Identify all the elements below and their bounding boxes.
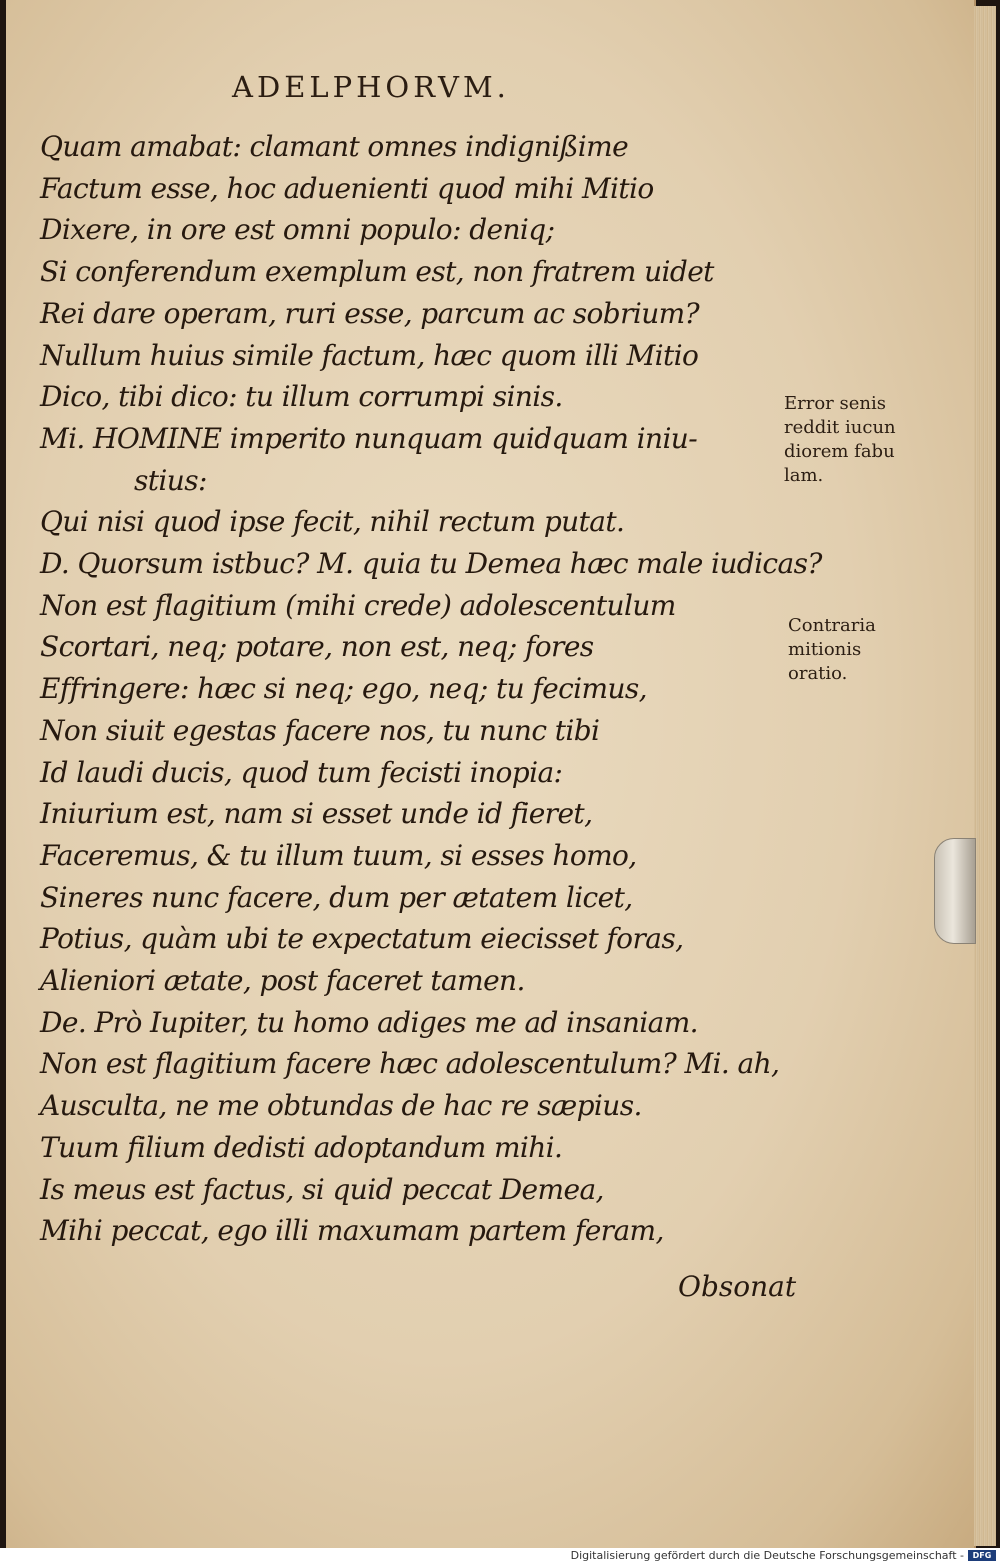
verse-line: Faceremus, & tu illum tuum, si esses homo, <box>40 838 637 872</box>
verse-line: Dixere, in ore est omni populo: deniq; <box>40 213 555 247</box>
running-head: ADELPHORVM. <box>232 70 510 104</box>
verse-line: Id laudi ducis, quod tum fecisti inopia: <box>40 755 563 789</box>
catchword: Obsonat <box>678 1270 797 1303</box>
dfg-logo: DFG <box>968 1550 996 1561</box>
page-edges <box>974 6 996 1546</box>
verse-line: Tuum filium dedisti adoptandum mihi. <box>40 1130 563 1164</box>
margin-note-line: reddit iucun <box>784 417 896 438</box>
digitization-footer <box>0 1548 1000 1564</box>
verse-line: De. Prò Iupiter, tu homo adiges me ad insaniam. <box>40 1005 698 1039</box>
verse-line: Effringere: hæc si neq; ego, neq; tu fecimus, <box>40 672 647 706</box>
margin-note <box>784 392 896 488</box>
verse-line: Mi. HOMINE imperito nunquam quidquam iniu- <box>40 421 698 455</box>
verse-line: Si conferendum exemplum est, non fratrem uidet <box>40 255 714 289</box>
verse-line: Alieniori ætate, post faceret tamen. <box>40 964 525 998</box>
verse-line: Ausculta, ne me obtundas de hac re sæpius. <box>40 1089 642 1123</box>
page-clip <box>934 838 976 944</box>
margin-note <box>788 614 876 686</box>
margin-note-line: lam. <box>784 465 824 486</box>
verse-line: Sineres nunc facere, dum per ætatem licet, <box>40 880 633 914</box>
verse-line: Qui nisi quod ipse fecit, nihil rectum putat. <box>40 505 625 539</box>
verse-line: Non est flagitium facere hæc adolescentulum? Mi. ah, <box>40 1047 780 1081</box>
verse-line: stius: <box>134 463 207 497</box>
footer-credit: Digitalisierung gefördert durch die Deutsche Forschungsgemeinschaft - <box>570 1549 964 1562</box>
verse-line: D. Quorsum istbuc? M. quia tu Demea hæc male iudicas? <box>40 547 822 581</box>
verse-line: Quam amabat: clamant omnes indignißime <box>40 130 629 163</box>
margin-note-line: diorem fabu <box>784 441 895 462</box>
verse-line: Potius, quàm ubi te expectatum eiecisset foras, <box>40 922 684 956</box>
verse-line: Scortari, neq; potare, non est, neq; fores <box>40 630 594 664</box>
margin-note-line: Error senis <box>784 393 886 414</box>
margin-note-line: oratio. <box>788 663 848 684</box>
verse-line: Dico, tibi dico: tu illum corrumpi sinis. <box>40 380 563 414</box>
verse-line: Iniurium est, nam si esset unde id fieret, <box>40 797 593 831</box>
verse-line: Mihi peccat, ego illi maxumam partem feram, <box>40 1214 664 1248</box>
verse-line: Non siuit egestas facere nos, tu nunc tibi <box>40 713 600 747</box>
margin-note-line: Contraria <box>788 615 876 636</box>
verse-line: Factum esse, hoc aduenienti quod mihi Mitio <box>40 171 654 205</box>
verse-line: Is meus est factus, si quid peccat Demea, <box>40 1172 604 1206</box>
margin-note-line: mitionis <box>788 639 862 660</box>
verse-line: Rei dare operam, ruri esse, parcum ac sobrium? <box>40 296 700 330</box>
verse-line: Non est flagitium (mihi crede) adolescentulum <box>40 588 676 622</box>
verse-line: Nullum huius simile factum, hæc quom illi Mitio <box>40 338 699 372</box>
